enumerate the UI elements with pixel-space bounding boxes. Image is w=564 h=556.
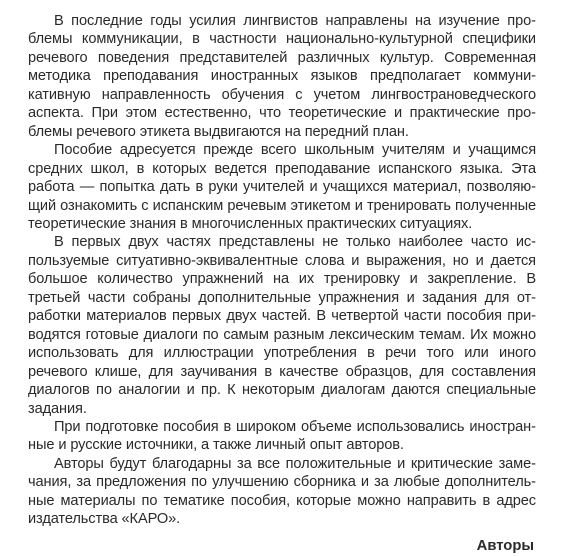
paragraph-intro: В последние годы усилия лингвистов направлены на изучение проблемы коммуникации, в частности национально-культурной специфики речевого поведения представителей различных культур. Современная методика преподавания иностранных языков предполагает коммуникативную направленность обучения с учетом лингвострановедческого аспекта. При этом естественно, что теоретические и практические проблемы речевого этикета выдвигаются на передний план.	[28, 13, 536, 140]
authors-signature: Авторы	[476, 537, 534, 554]
paragraph-audience: Пособие адресуется прежде всего школьным учителям и учащимся средних школ, в которых ведется преподавание испанского языка. Эта работа — попытка дать в руки учителей и учащихся материал, позволяющий ознакомить с испанским речевым этикетом и тренировать полученные теоретические знания в многочисленных практических ситуациях.	[28, 142, 536, 232]
paragraph-structure: В первых двух частях представлены не только наиболее часто используемые ситуативно-эквивалентные слова и выражения, но и дается большое количество упражнений на их тренировку и закрепление. В третьей части собраны дополнительные упражнения и задания для отработки материалов первых двух частей. В четвертой части пособия приводятся готовые диалоги по самым разным лексическим темам. Их можно использовать для иллюстрации употребления в речи того или иного речевого клише, для заучивания в качестве образцов, для составления диалогов по аналогии и пр. К некоторым диалогам даются специальные задания.	[28, 234, 536, 417]
paragraph-sources: При подготовке пособия в широком объеме использовались иностранные и русские источники, а также личный опыт авторов.	[28, 418, 536, 454]
paragraph-acknowledgement: Авторы будут благодарны за все положительные и критические замечания, за предложения по улучшению сборника и за любые дополнительные материалы по тематике пособия, которые можно направить в адрес издательства «КАРО».	[28, 455, 536, 528]
